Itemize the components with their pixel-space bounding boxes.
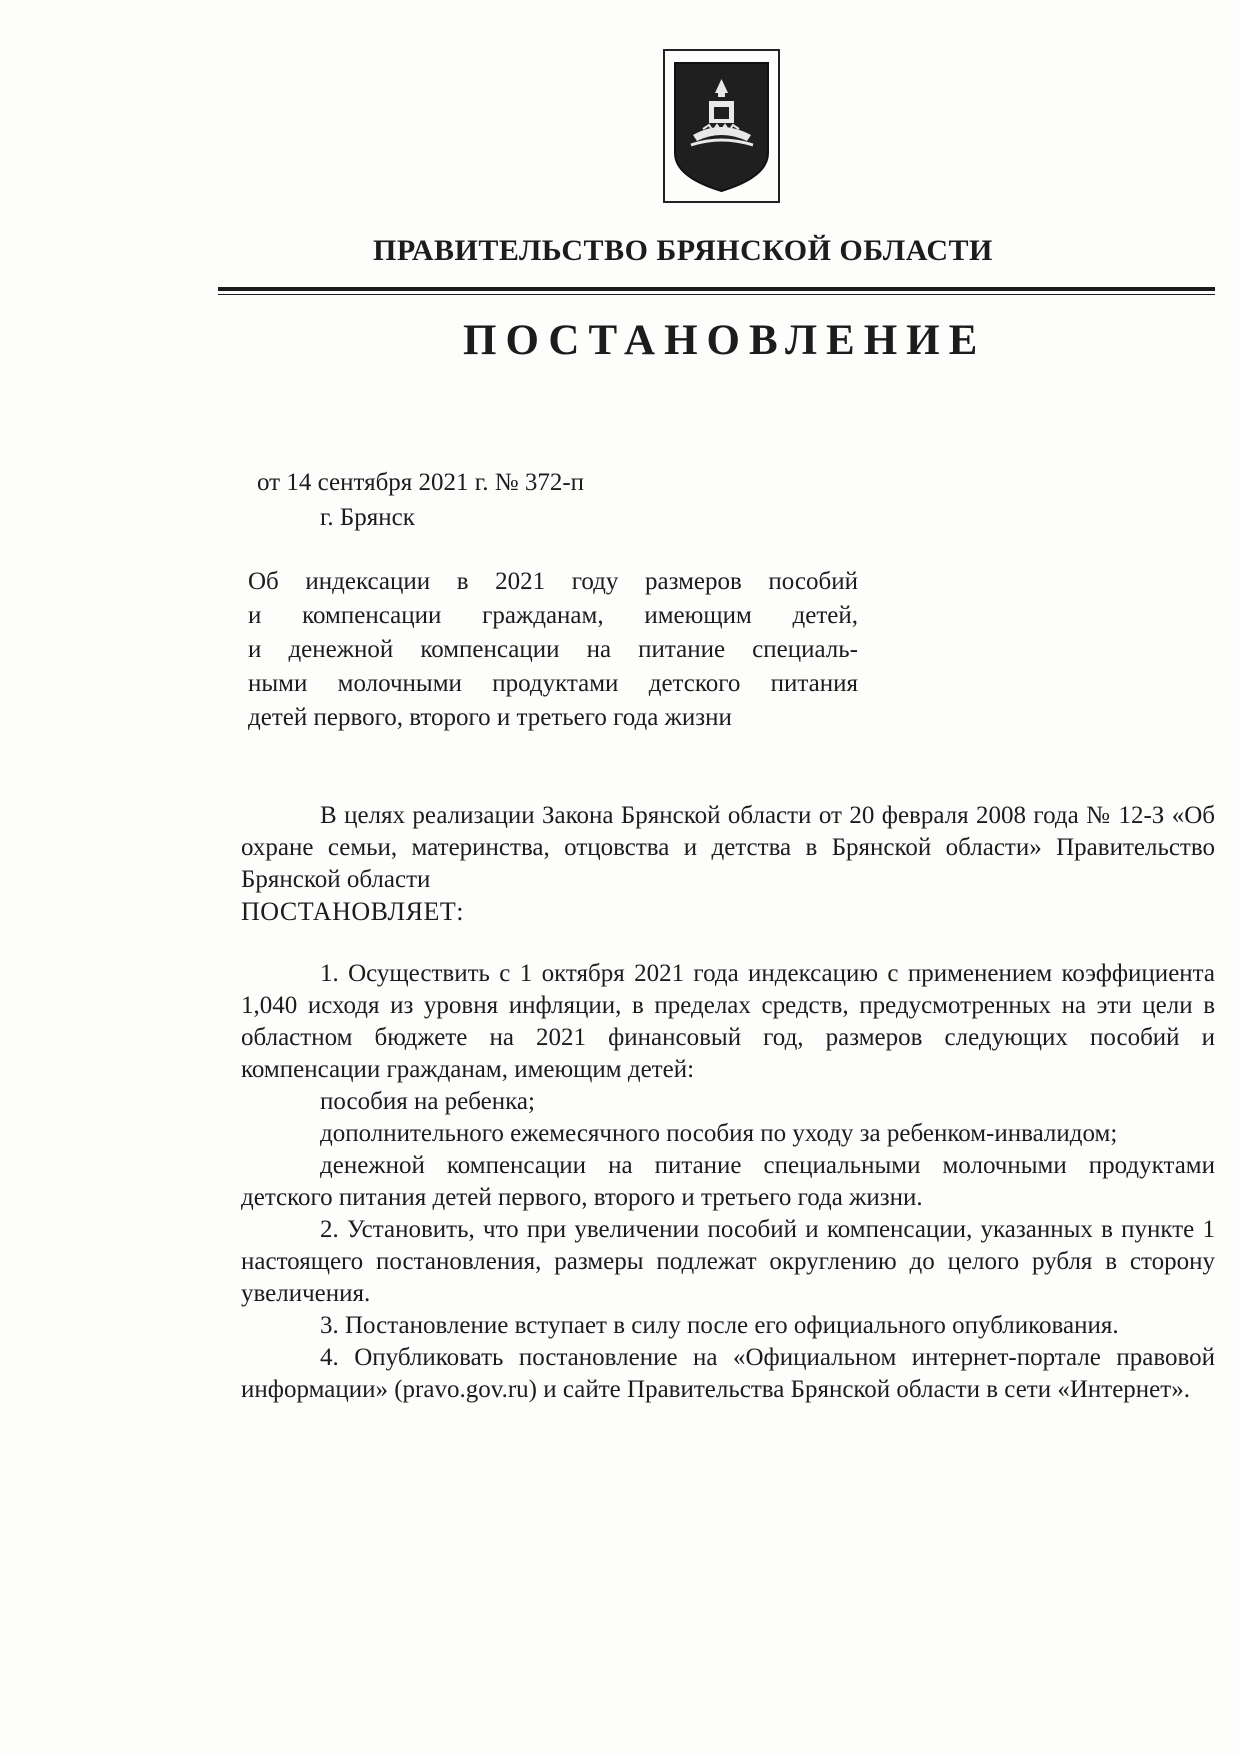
subject-line: Об индексации в 2021 году размеров пособий: [248, 568, 858, 595]
item-4: 4. Опубликовать постановление на «Официальном интернет-портале правовой информации» (pravo.gov.ru) и сайте Правительства Брянской области в сети «Интернет».: [241, 1344, 1215, 1403]
city: г. Брянск: [320, 504, 415, 531]
document-subject: [248, 565, 858, 735]
preamble: В целях реализации Закона Брянской области от 20 февраля 2008 года № 12-З «Об охране семьи, материнства, отцовства и детства в Брянской области» Правительство Брянской области: [241, 802, 1215, 893]
item-3: 3. Постановление вступает в силу после его официального опубликования.: [320, 1312, 1119, 1339]
subject-line: детей первого, второго и третьего года жизни: [248, 704, 732, 731]
subject-line: и компенсации гражданам, имеющим детей,: [248, 602, 858, 629]
document-meta: [257, 465, 584, 535]
decree-word: ПОСТАНОВЛЯЕТ:: [241, 897, 464, 926]
coat-of-arms-icon: [663, 49, 780, 203]
item-1-c: денежной компенсации на питание специальными молочными продуктами детского питания детей первого, второго и третьего года жизни.: [241, 1152, 1215, 1211]
government-title: ПРАВИТЕЛЬСТВО БРЯНСКОЙ ОБЛАСТИ: [373, 234, 993, 267]
item-1: 1. Осуществить с 1 октября 2021 года индексацию с применением коэффициента 1,040 исходя из уровня инфляции, в пределах средств, предусмотренных на эти цели в областном бюджете на 2021 финансовый год, размеров следующих пособий и компенсации гражданам, имеющим детей:: [241, 960, 1215, 1083]
subject-line: ными молочными продуктами детского питания: [248, 670, 858, 697]
header-divider-thin: [218, 294, 1215, 295]
subject-line: и денежной компенсации на питание специаль-: [248, 636, 858, 663]
date-and-number: от 14 сентября 2021 г. № 372-п: [257, 469, 585, 496]
document-body: [241, 800, 1215, 1406]
header-divider-thick: [218, 287, 1215, 291]
document-type-title: ПОСТАНОВЛЕНИЕ: [463, 317, 987, 364]
item-1-b: дополнительного ежемесячного пособия по уходу за ребенком-инвалидом;: [320, 1120, 1118, 1147]
item-2: 2. Установить, что при увеличении пособий и компенсации, указанных в пункте 1 настоящего постановления, размеры подлежат округлению до целого рубля в сторону увеличения.: [241, 1216, 1215, 1307]
item-1-a: пособия на ребенка;: [320, 1088, 535, 1115]
